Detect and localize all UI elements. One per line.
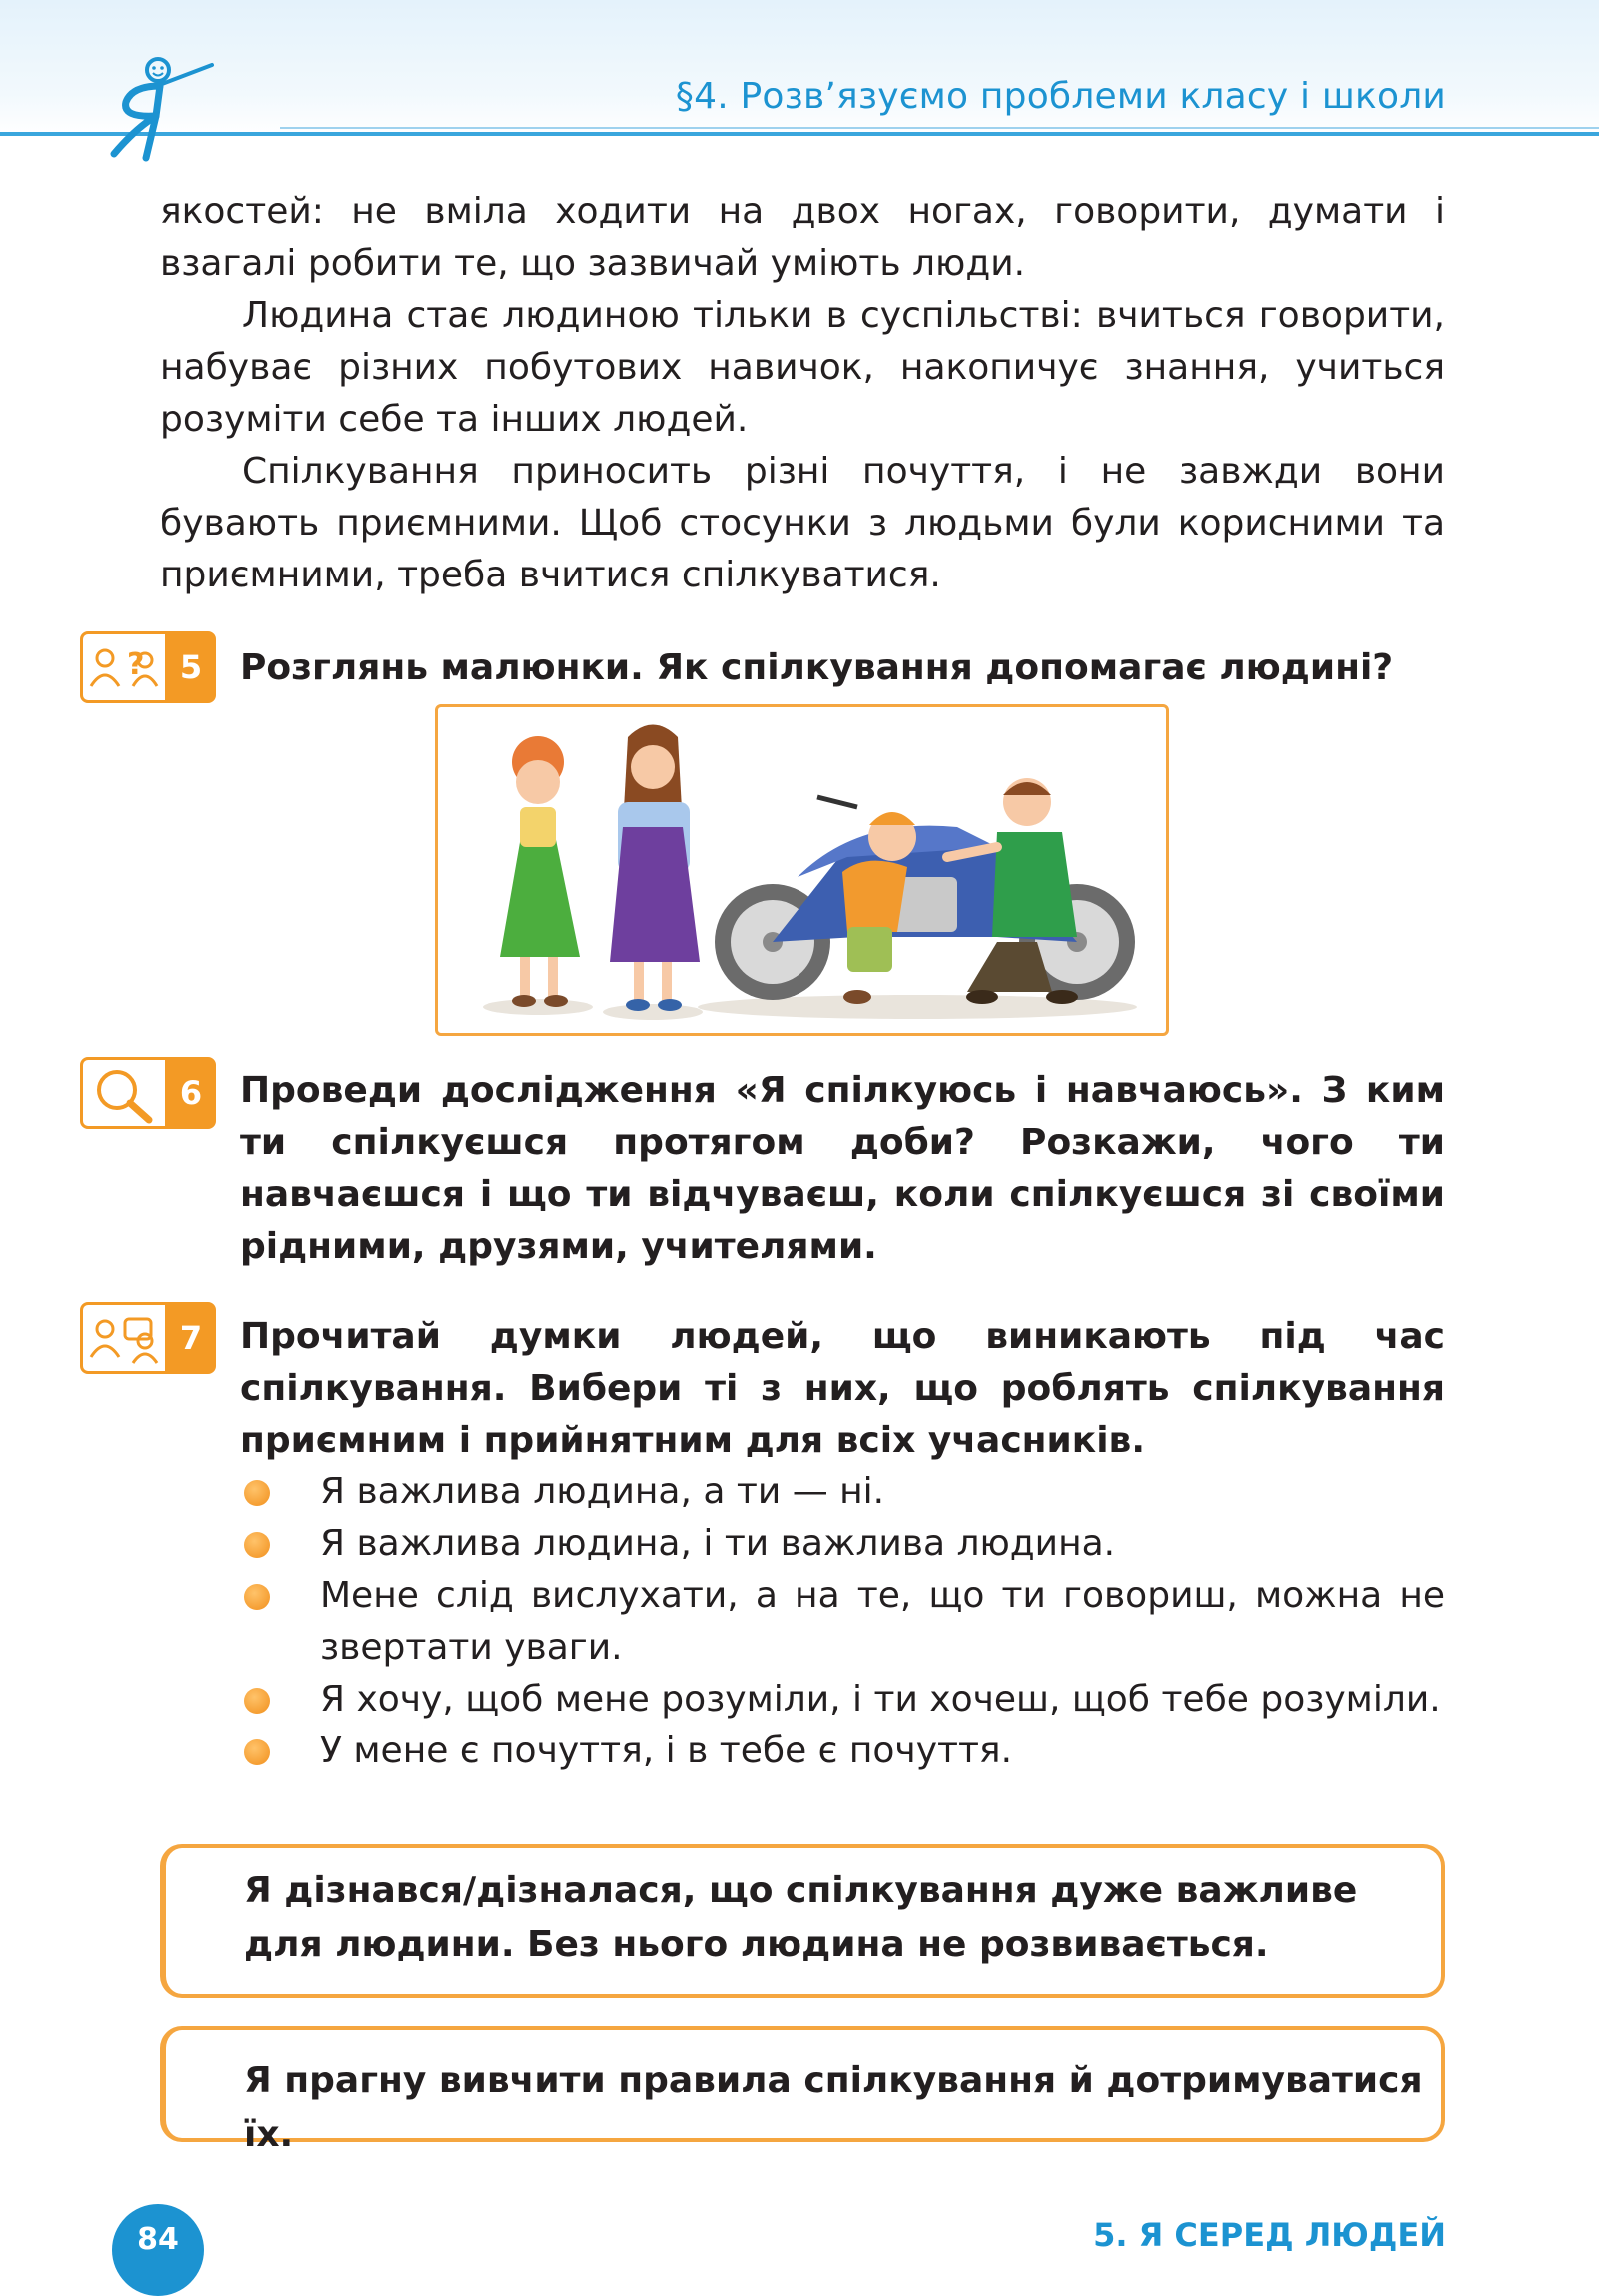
footer-section-title: 5. Я СЕРЕД ЛЮДЕЙ xyxy=(1093,2216,1446,2254)
ya-logo xyxy=(100,50,230,165)
task-number: 5 xyxy=(166,631,216,703)
task-5-text: Розглянь малюнки. Як спілкування допомагає людині? xyxy=(240,647,1394,688)
magnifier-research-icon xyxy=(80,1057,168,1129)
list-item: Я важлива людина, а ти — ні. xyxy=(240,1466,1445,1518)
bullet-icon xyxy=(244,1532,270,1558)
opinions-list xyxy=(240,1466,1445,1777)
intro-text xyxy=(160,186,1445,601)
list-item: Мене слід вислухати, а на те, що ти говориш, можна не звертати уваги. xyxy=(240,1570,1445,1674)
task-5-badge xyxy=(80,631,216,703)
svg-text:?: ? xyxy=(127,647,145,682)
pair-work-icon xyxy=(80,1302,168,1374)
task-7-badge xyxy=(80,1302,216,1374)
header-rule-thin xyxy=(280,127,1599,129)
list-item: У мене є почуття, і в тебе є почуття. xyxy=(240,1725,1445,1777)
task-6-text: Проведи дослідження «Я спілкуюсь і навчаюсь». З ким ти спілкуєшся протягом доби? Розкажи, чого ти навчаєшся і що ти відчуваєш, коли спілкуєшся зі своїми рідними, друзями, учителями. xyxy=(240,1070,1445,1267)
list-item: Я важлива людина, і ти важлива людина. xyxy=(240,1518,1445,1570)
task-6-badge xyxy=(80,1057,216,1129)
task-number: 6 xyxy=(166,1057,216,1129)
communication-illustration xyxy=(435,704,1169,1036)
bullet-icon xyxy=(244,1480,270,1506)
learned-note: Я дізнався/дізналася, що спілкування дуже важливе для людини. Без нього людина не розвивається. xyxy=(160,1844,1445,1998)
page-number: 84 xyxy=(112,2204,204,2296)
bullet-icon xyxy=(244,1688,270,1714)
bullet-icon xyxy=(244,1739,270,1765)
bullet-icon xyxy=(244,1584,270,1610)
goal-note: Я прагну вивчити правила спілкування й дотримуватися їх. xyxy=(160,2026,1445,2142)
list-item: Я хочу, щоб мене розуміли, і ти хочеш, щоб тебе розуміли. xyxy=(240,1674,1445,1725)
header-title: §4. Розв’язуємо проблеми класу і школи xyxy=(675,76,1446,117)
intro-paragraph-2: Людина стає людиною тільки в суспільстві: вчиться говорити, набуває різних побутових навичок, накопичує знання, учиться розуміти себе та інших людей. xyxy=(160,295,1445,440)
task-number: 7 xyxy=(166,1302,216,1374)
discussion-icon xyxy=(80,631,168,703)
header-rule xyxy=(0,132,1599,136)
task-7-text: Прочитай думки людей, що виникають під час спілкування. Вибери ті з них, що роблять спілкування приємним і прийнятним для всіх учасників. xyxy=(240,1316,1445,1461)
intro-paragraph-3: Спілкування приносить різні почуття, і не завжди вони бувають приємними. Щоб стосунки з людьми були корисними та приємними, треба вчитися спілкуватися. xyxy=(160,451,1445,595)
intro-paragraph-1: якостей: не вміла ходити на двох ногах, говорити, думати і взагалі робити те, що зазвичай уміють люди. xyxy=(160,191,1445,284)
